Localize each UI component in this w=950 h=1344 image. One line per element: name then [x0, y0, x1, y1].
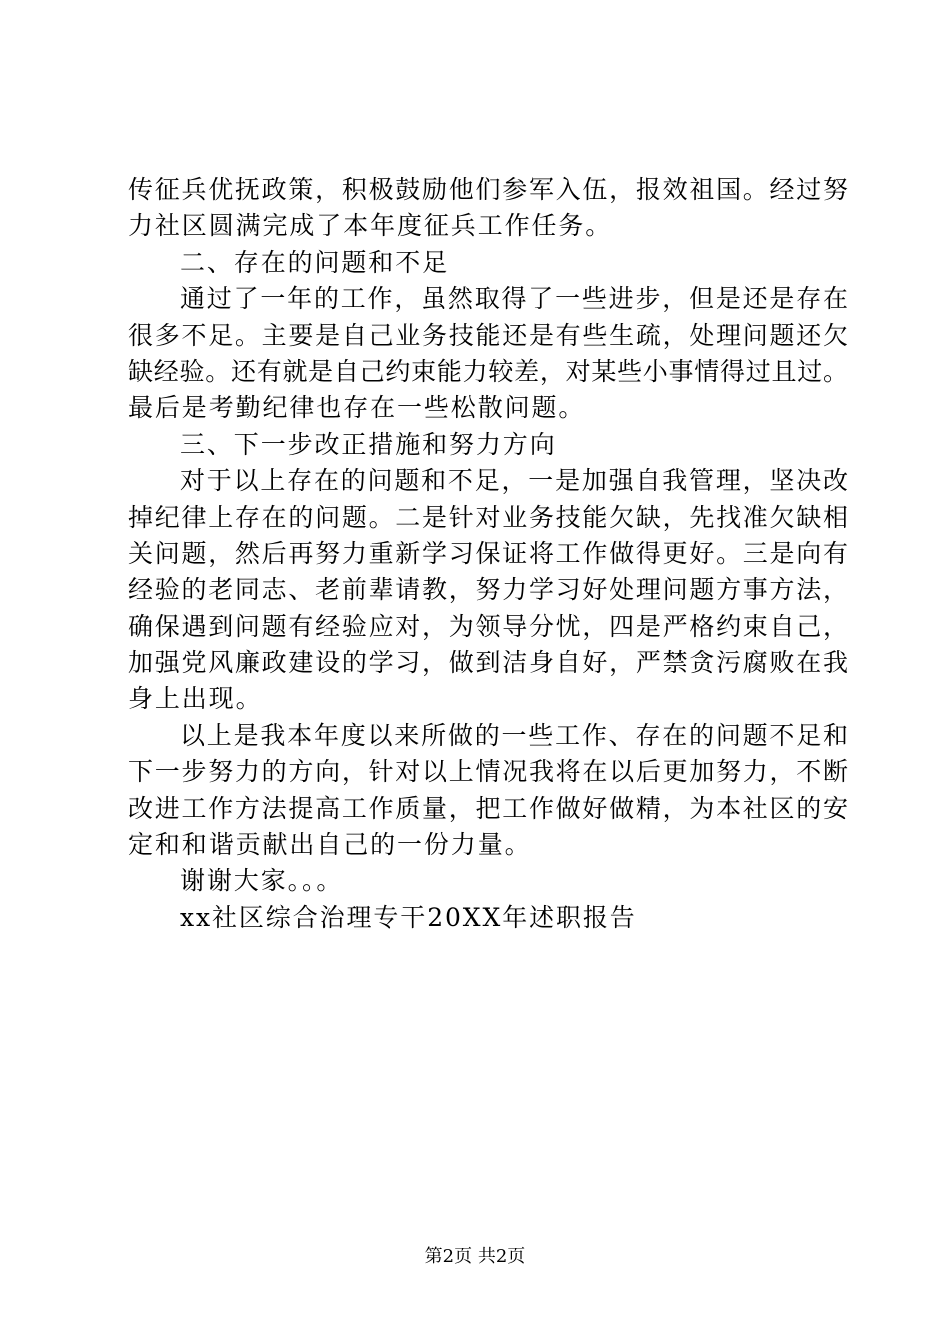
- paragraph-line: 定和和谐贡献出自己的一份力量。: [128, 830, 532, 860]
- paragraph-line: 下一步努力的方向，针对以上情况我将在以后更加努力，不断: [128, 757, 848, 787]
- paragraph-line: 身上出现。: [128, 684, 263, 714]
- section-heading: 二、存在的问题和不足: [180, 247, 450, 277]
- paragraph-line: 通过了一年的工作，虽然取得了一些进步，但是还是存在: [180, 284, 848, 314]
- document-body: [128, 172, 848, 936]
- paragraph-line: 加强党风廉政建设的学习，做到洁身自好，严禁贪污腐败在我: [128, 648, 848, 678]
- paragraph-line: 关问题，然后再努力重新学习保证将工作做得更好。三是向有: [128, 538, 848, 568]
- paragraph-line: 缺经验。还有就是自己约束能力较差，对某些小事情得过且过。: [128, 356, 848, 386]
- paragraph-line: 经验的老同志、老前辈请教，努力学习好处理问题方事方法，: [128, 575, 848, 605]
- section-heading: 三、下一步改正措施和努力方向: [180, 429, 557, 459]
- paragraph-line: 掉纪律上存在的问题。二是针对业务技能欠缺，先找准欠缺相: [128, 502, 848, 532]
- paragraph-line: 力社区圆满完成了本年度征兵工作任务。: [128, 211, 613, 241]
- closing-line: 谢谢大家。。。: [180, 866, 344, 896]
- paragraph-line: 最后是考勤纪律也存在一些松散问题。: [128, 393, 586, 423]
- page-number: 第2页 共2页: [424, 1246, 526, 1267]
- paragraph-line: 对于以上存在的问题和不足，一是加强自我管理，坚决改: [180, 466, 848, 496]
- paragraph-line: 以上是我本年度以来所做的一些工作、存在的问题不足和: [180, 720, 848, 750]
- paragraph-line: 传征兵优抚政策，积极鼓励他们参军入伍，报效祖国。经过努: [128, 175, 848, 204]
- paragraph-line: 改进工作方法提高工作质量，把工作做好做精，为本社区的安: [128, 793, 848, 823]
- paragraph-line: 确保遇到问题有经验应对，为领导分忧，四是严格约束自己，: [128, 611, 848, 641]
- paragraph-line: 很多不足。主要是自己业务技能还是有些生疏，处理问题还欠: [128, 320, 848, 350]
- document-title-line: xx社区综合治理专干20XX年述职报告: [180, 902, 637, 932]
